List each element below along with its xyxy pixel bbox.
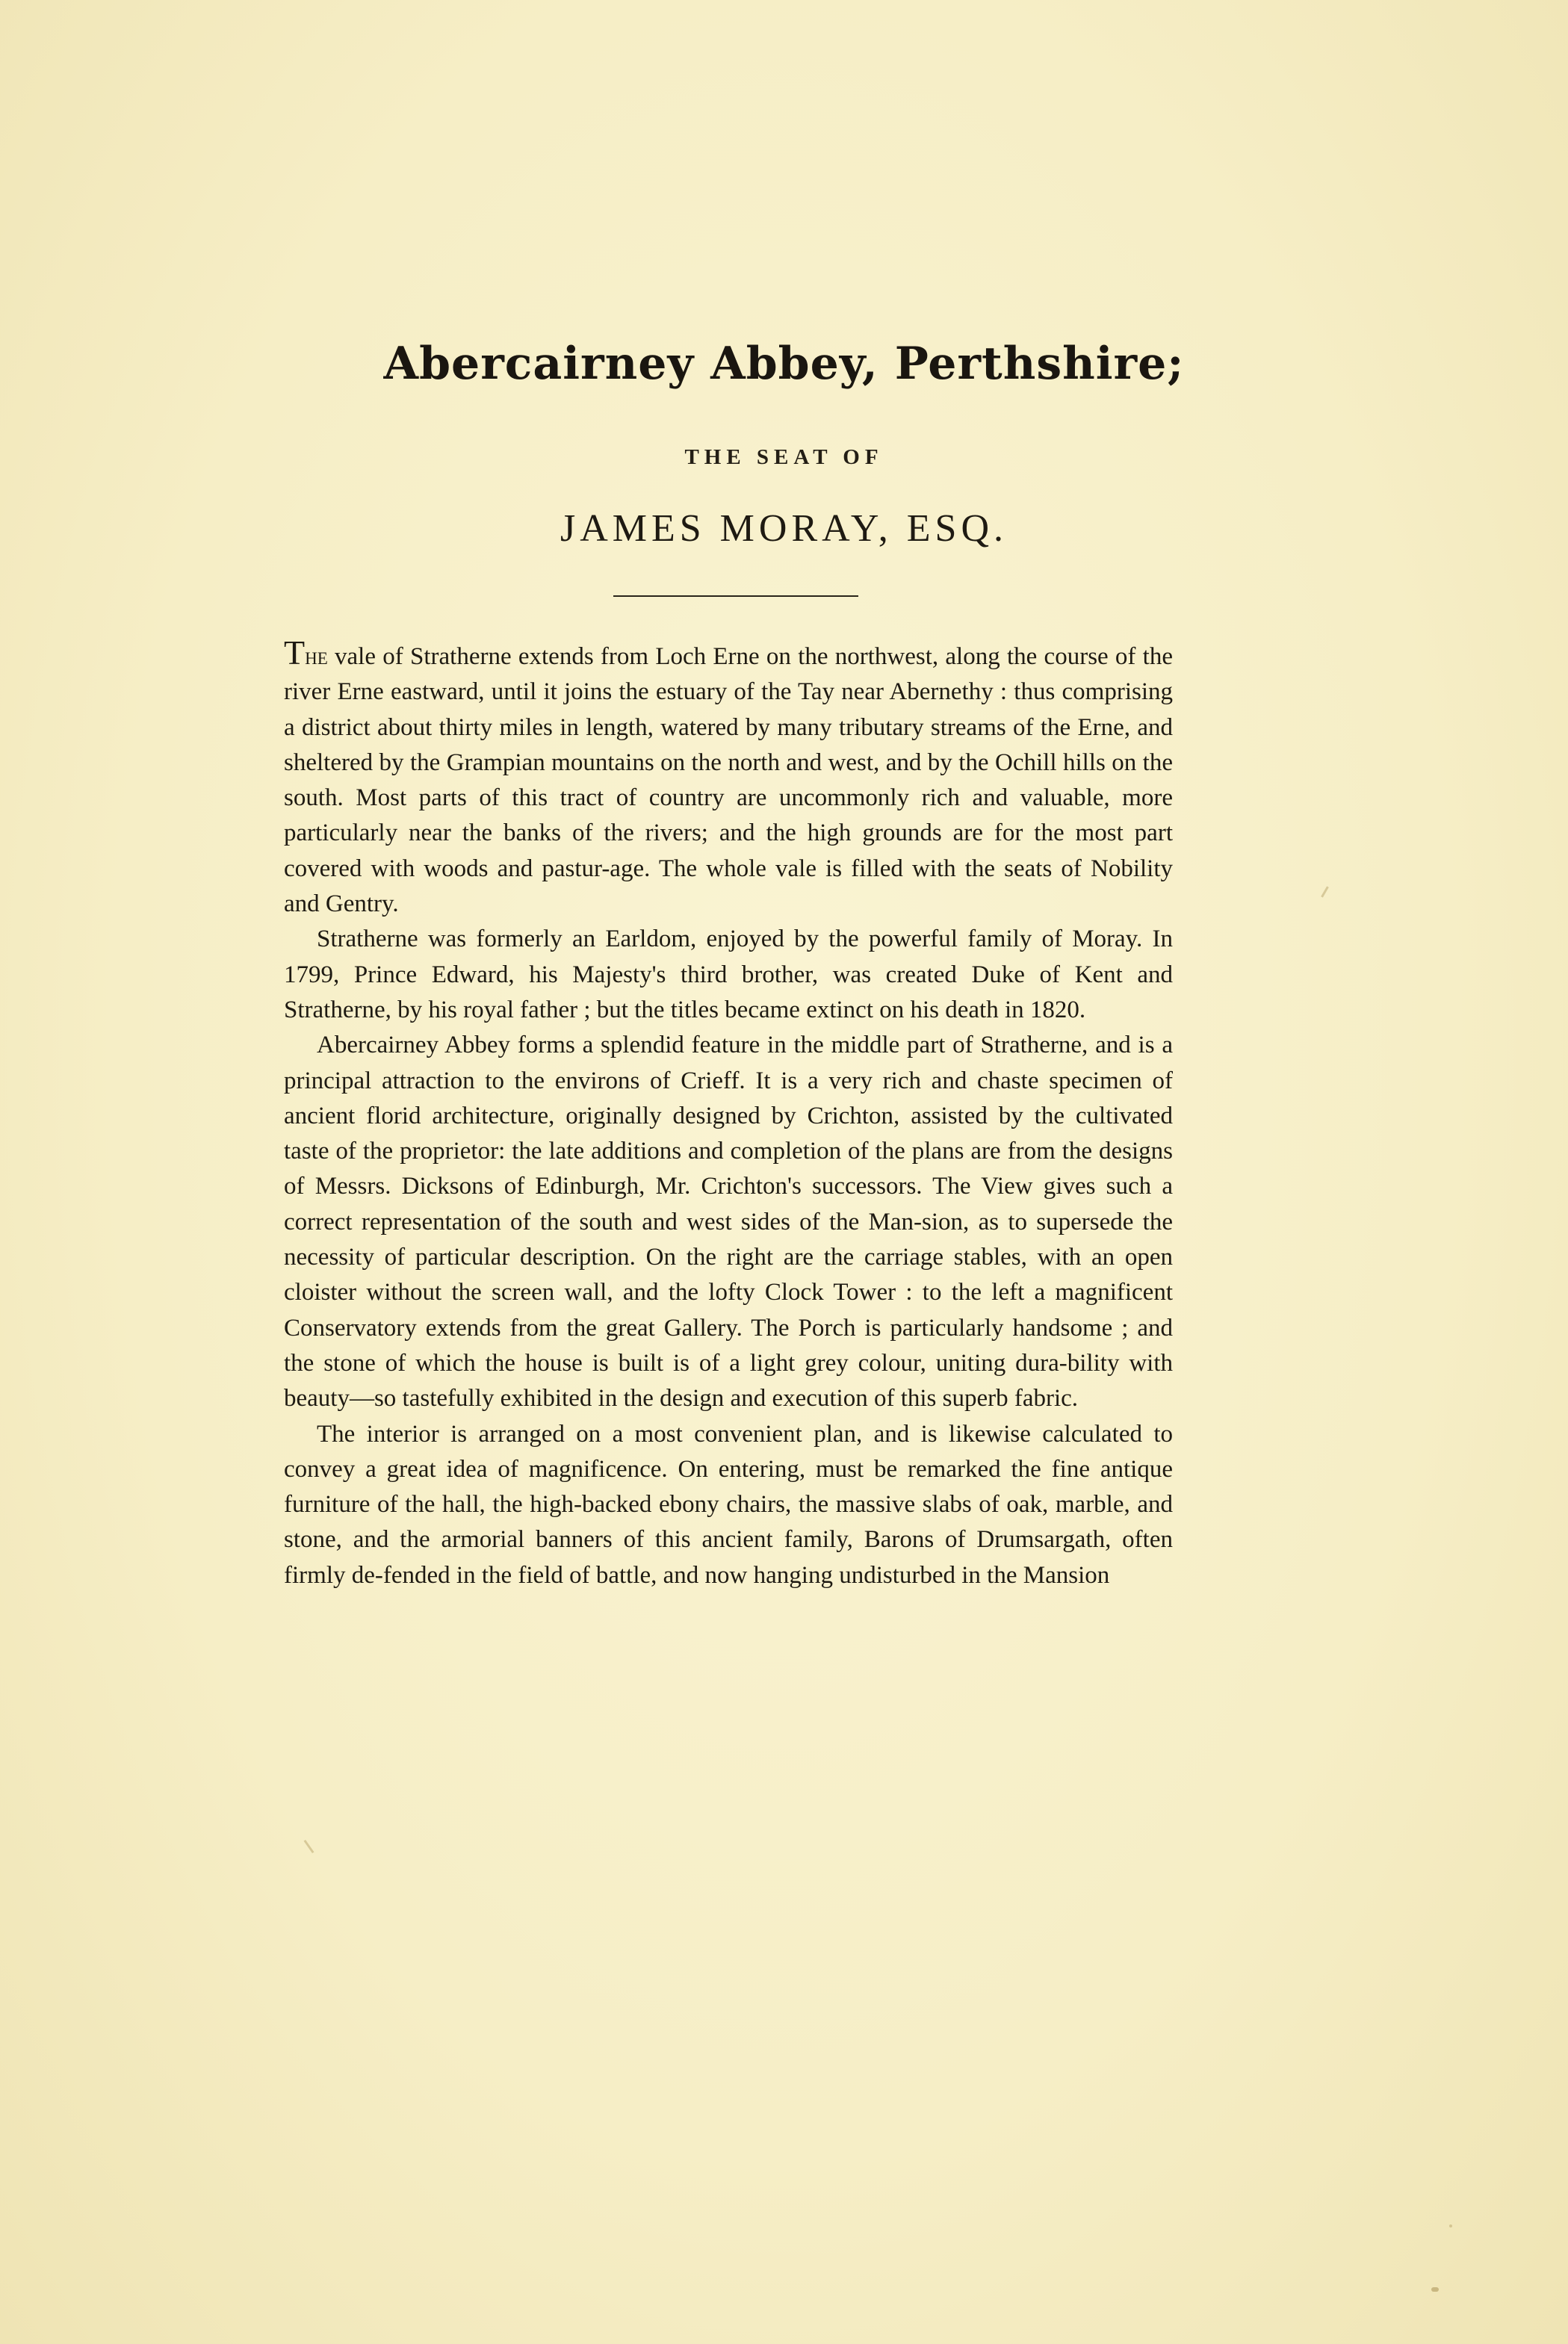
paper-speck — [1449, 2224, 1452, 2227]
paper-speck — [1321, 886, 1329, 897]
small-caps-lead: he — [305, 643, 328, 670]
paragraph-2: Stratherne was formerly an Earldom, enjoyed by the powerful family of Moray. In 1799, Prince Edward, his Majesty's third brother, was created Duke of Kent and Stratherne, by his royal father ; but the titles became extinct on his death in 1820. — [284, 925, 1173, 1023]
paragraph-3: Abercairney Abbey forms a splendid feature in the middle part of Stratherne, and is a principal attraction to the environs of Crieff. It is a very rich and chaste specimen of ancient florid architecture, originally designed by Crichton, assisted by the cultivated taste of the proprietor: the late additions and completion of the plans are from the designs of Messrs. Dicksons of Edinburgh, Mr. Crichton's successors. The View gives such a correct representation of the south and west sides of the Man-sion, as to supersede the necessity of particular description. On the right are the carriage stables, with an open cloister without the screen wall, and the lofty Clock Tower : to the left a magnificent Conservatory extends from the great Gallery. The Porch is particularly handsome ; and the stone of which the house is built is of a light grey colour, uniting dura-bility with beauty—so tastefully exhibited in the design and execution of this superb fabric. — [284, 1032, 1173, 1413]
divider-rule — [613, 595, 858, 597]
body-text — [284, 635, 1173, 1593]
paper-speck — [304, 1840, 314, 1853]
paragraph-4: The interior is arranged on a most convenient plan, and is likewise calculated to convey a great idea of magnificence. On entering, must be remarked the fine antique furniture of the hall, the high-backed ebony chairs, the massive slabs of oak, marble, and stone, and the armorial banners of this ancient family, Barons of Drumsargath, often firmly de-fended in the field of battle, and now hanging undisturbed in the Mansion — [284, 1420, 1173, 1589]
drop-cap: T — [284, 633, 306, 672]
paragraph-1-text: vale of Stratherne extends from Loch Erne on the northwest, along the course of the river Erne eastward, until it joins the estuary of the Tay near Abernethy : thus comprising a district about thirty miles in length, watered by many tributary streams of the Erne, and sheltered by the Grampian mountains on the north and west, and by the Ochill hills on the south. Most parts of this tract of country are uncommonly rich and valuable, more particularly near the banks of the rivers; and the high grounds are for the most part covered with woods and pastur-age. The whole vale is filled with the seats of Nobility and Gentry. — [284, 643, 1173, 918]
page-title: Abercairney Abbey, Perthshire; — [383, 338, 1185, 390]
paragraph-1 — [284, 635, 1173, 922]
paper-speck — [1431, 2287, 1439, 2292]
owner-name: JAMES MORAY, ESQ. — [560, 507, 1008, 550]
subtitle-seat-of: THE SEAT OF — [684, 445, 884, 469]
